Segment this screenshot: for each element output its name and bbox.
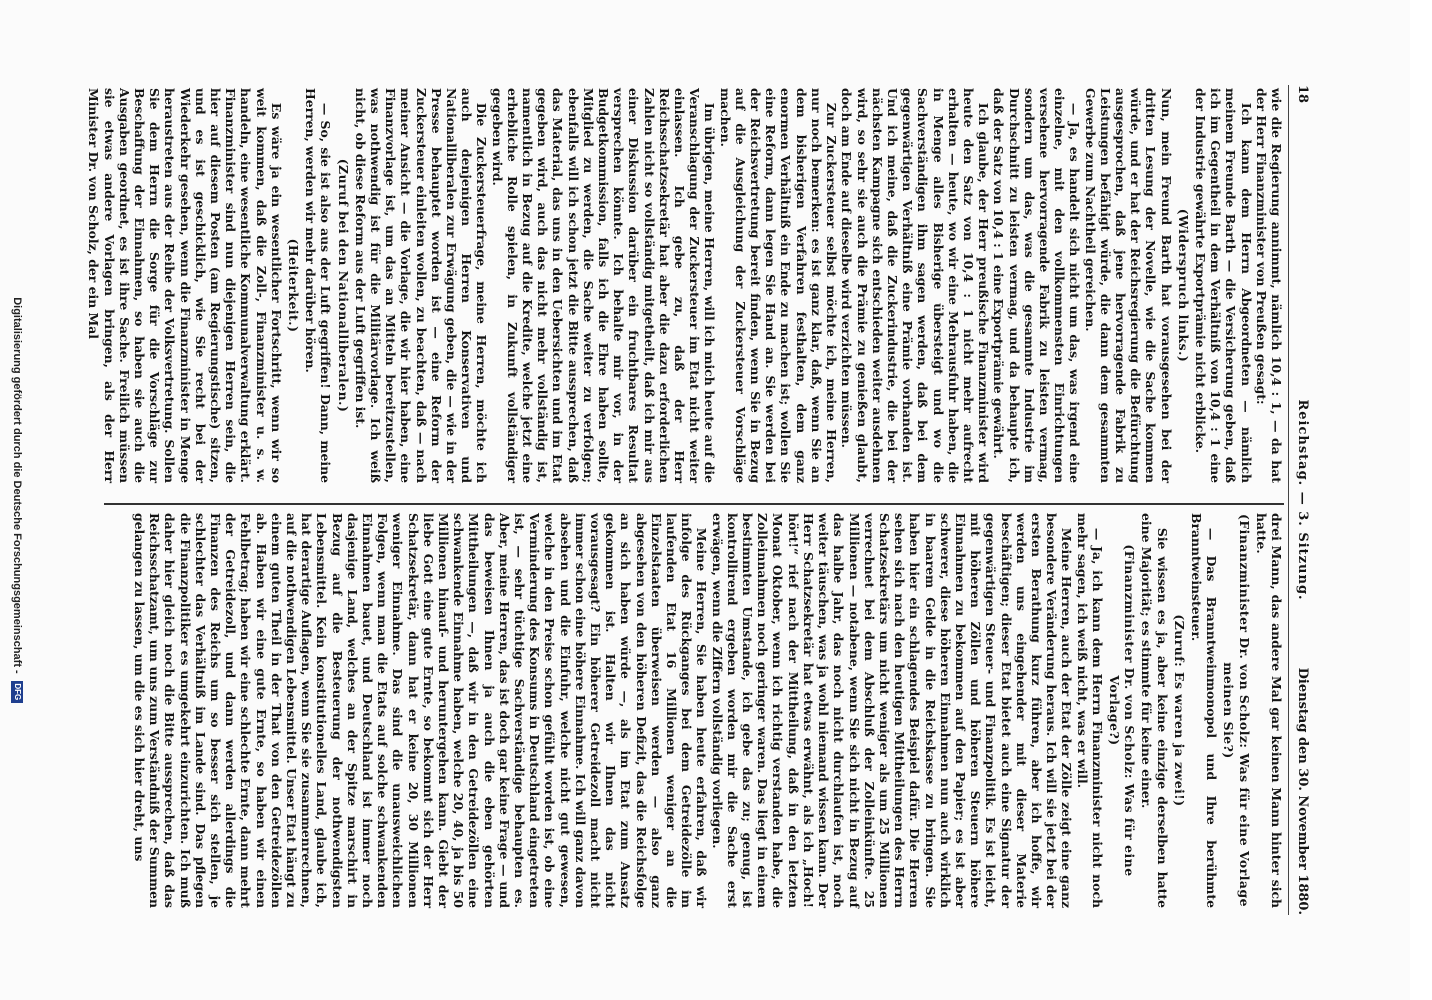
interjection: (Zuruf bei den Nationalliberalen.): [335, 158, 351, 413]
digitization-credit: [6, 0, 28, 1000]
interjection: (Zuruf: Es waren ja zwei!): [1171, 614, 1187, 807]
running-head: [1290, 85, 1314, 915]
paragraph: Ich kann dem Herrn Abgeordneten — nämlich meinem Freunde Barth — die Versicherung geben, daß ich im Gegentheil in dem Verhältniß von 10,4 : 1 eine der Industrie gewährte Exportprämie nicht erblicke.: [1192, 88, 1254, 483]
paragraph: Meine Herren, Sie haben heute erfahren, daß wir infolge des Rückganges bei dem Getreidezölle im laufenden Etat 16 Millionen weniger an die Einzelstaaten überweisen werden — also ganz abgesehen von den höheren Defizit, das die Reichsfolge an sich haben würde —, als im Etat zum Ansatz gekommen ist. Halten wir Ihnen das nicht vorausgesagt? Ein höherer Getreidezoll macht nicht immer schon eine höhere Einnahme. Ich will ganz davon absehen und die Einfuhr, welche nicht gut gewesen, welche in den Preise schon gefühlt worden ist, ob eine Verminderung des Konsums in Deutschland eingetreten ist, — sehr tüchtige Sachverständige behaupten es. Aber, meine Herren, das ist doch gar keine Frage — und das beweisen Ihnen ja auch die eben gehörten Mittheilungen —, daß wir in den Getreidezöllen eine schwankende Einnahme haben, welche 20, 40, ja bis 50 Millionen hinauf- und heruntergehen kann. Giebt der liebe Gott eine gute Ernte, so bekommt sich der Herr Schatzsekretär, dann hat er keine 20, 30 Millionen weniger Einnahme. Das sind die unausweichlichen Folgen, wenn man die Etats auf solche schwankenden Einnahmen bauet, und Deutschland ist immer noch dasjenige Land, welches an der Spitze marschirt in Bezug auf die Besteuerung der nothwendigsten Lebensmittel. Kein konstitutionelles Land, glaube ich, hat derartige Auflagen, wenn Sie sie zusammenrechnen, auf die nothwendigen Lebensmittel. Unser Etat hängt zu einem guten Theil in der That von den Getreidezöllen ab. Haben wir eine gute Ernte, so haben wir einen Fehlbetrag; haben wir eine schlechte Ernte, dann mehrt der Getreidezoll, und dann werden allerdings die Finanzen des Reichs um so besser sich stellen, je schlechter das Verhältniß im Lande sind. Das pflegen die Finanzpolitiker es umgekehrt einzurichten. Ich muß daher hier gleich noch die Bitte aussprechen, daß das Reichsschatzamt, um uns zum Verständniß der Summen gelangen zu lassen, um die es sich hier dreht, uns: [131, 513, 710, 908]
paragraph: — So, sie ist also aus der Luft gegriffen! Dann, meine Herren, werden wir mehr darüber hören.: [303, 88, 334, 483]
paragraph: — Ja, es handelt sich nicht um das, was irgend eine einzelne, mit den vollkommensten Einrichtungen versehene hervorragende Fabrik zu leisten vermag, sondern um das, was die gesammte Industrie im Durchschnitt zu leisten vermag, und da behaupte ich, daß der Satz von 10,4 : 1 eine Exportprämie gewährt.: [991, 88, 1083, 483]
paragraph: Ich glaube, der Herr preußische Finanzminister wird heute den Satz von 10,4 : 1 nicht mehr aufrecht erhalten — heute, wo wir eine Mehrausfuhr haben, die in Menge alles Bisherige übersteigt und wo die Sachverständigen ihm sagen werden, daß bei dem gegenwärtigen Verhältniß eine Prämie vorhanden ist. Und ich meine, daß die Zuckerindustrie, die bei der nächsten Kampagne sich entschieden weiter ausdehnen wird, so sehr sie auch die Prämie zu genießen glaubt, doch am Ende auf dieselbe wird verzichten müssen.: [839, 88, 992, 483]
interjection: (Heiterkeit.): [286, 238, 301, 333]
paragraph: — Ja, ich kann dem Herrn Finanzminister nicht noch mehr sagen, ich weiß nicht, was er will.: [1074, 513, 1105, 908]
paragraph: drei Mann, das andere Mal gar keinen Mann hinter sich hatte.: [1253, 513, 1284, 908]
paragraph: Die Zuckersteuerfrage, meine Herren, möchte ich auch denjenigen Herren Konservativen und Nationalliberalen zur Erwägung geben, die — wie in der Presse behauptet worden ist — eine Reform der Zuckersteuer einleiten wollen, zu beachten, daß — nach meiner Ansicht — die Vorlage, die wir hier haben, eine Finanzvorlage ist, um das an Mitteln bereitzustellen, was nothwendig ist für die Militärvorlage. Ich weiß nicht, ob diese Reform aus der Luft gegriffen ist.: [352, 88, 490, 483]
running-title: Reichstag. — 3. Sitzung.: [1295, 399, 1310, 601]
paragraph: Meine Herren, auch der Etat der Zölle zeigt eine ganz besondere Veränderung heraus. Ich will sie jetzt bei der ersten Berathung kurz führen, aber ich hoffe, wir werden uns eingehender mit dieser Materie beschäftigen; dieser Etat bietet auch eine Signatur der gegenwärtigen Steuer- und Finanzpolitik. Es ist leicht, mit höheren Zöllen und höheren Steuern höhere Einnahmen zu bekommen auf den Papier; es ist aber schwerer, diese höheren Einnahmen nun auch wirklich in baarem Gelde in die Reichskasse zu bringen. Sie haben hier ein schlagendes Beispiel dafür. Die Herren sehen sich nach den heutigen Mittheilungen des Herrn Schatzsekretärs um nicht weniger als um 25 Millionen verrechnet bei dem Abschluß der Zolleinkünfte. 25 Millionen — notabene, wenn Sie sich nicht in Bezug auf das halbe Jahr, das noch nicht durchlaufen ist, noch weiter täuschen, was ja wohl niemand wissen kann. Der Herr Schatzsekretär hat etwas erwähnt, als ich „Hoch! hört!“ rief nach der Mittheilung, daß in den letzten Monat Oktober, wenn ich richtig verstanden habe, die Zolleinnahmen noch geringer waren. Das liegt in einem bestimmten Umstande, ich gebe das zu; genug, ist kontrollirend ergeben worden mir die Sache erst erwägen, wenn die Ziffern vollständig vorliegen.: [709, 513, 1075, 908]
paragraph: Im übrigen, meine Herren, will ich mich heute auf die Veranschlagung der Zuckersteuer im Etat nicht weiter einlassen. Ich gebe zu, daß der Herr Reichsschatzsekretär hat aber die dazu erforderlichen Zahlen nicht so vollständig mitgetheilt, daß ich mir aus einer Diskussion darüber ein fruchtbares Resultat versprechen könnte. Ich behalte mir vor, in der Budgetkommission, falls ich die Ehre haben sollte, Mitglied zu werden, die Sache weiter zu verfolgen; ebenfalls will ich schon jetzt die Bitte aussprechen, daß das Material, das uns in den Uebersichten und im Etat gegeben wird, auch das nicht mehr vollständig ist, namentlich in Bezug auf die Kredite, welche jetzt eine erhebliche Rolle spielen, in Zukunft vollständiger gegeben wird.: [489, 88, 718, 483]
interjection: (Widerspruch links.): [1175, 208, 1191, 363]
dfg-logo: DFG: [11, 681, 23, 703]
page-number: 18: [1295, 85, 1310, 104]
interjection: (Finanzminister Dr. von Scholz: Was für eine Vorlage?): [1106, 544, 1138, 877]
credit-text: Digitalisierung gefördert durch die Deutsche Forschungsgemeinschaft -: [11, 297, 23, 674]
paragraph: Es wäre ja ein wesentlicher Fortschritt, wenn wir so weit kommen, daß die Zoll-, Finanzminister u. s. w. handeln, eine wesentliche Kommunalverwaltung erklärt. Finanzminister sind nun diejenigen Herren sein, die hier auf diesem Posten (am Regierungstische) sitzen, und es ist geschicklich, wie Sie recht bei der Wiederkehr gesehen, wenn die Finanzminister in Menge heraustreten aus der Reihe der Volksvertretung. Sollen Sie dem Herrn die Sorge für die Vorschläge zur Beschaffung der Einnahmen, so haben sie auch die Ausgaben geordnet, es ist ihre Sache. Freilich müssen sie etwas andere Vorlagen bringen, als der Herr Minister Dr. von Scholz, der ein Mal: [86, 88, 284, 483]
session-date: Dienstag den 30. November 1880.: [1295, 667, 1310, 915]
header-rule: [1288, 85, 1289, 915]
interjection: (Finanzminister Dr. von Scholz: Was für eine Vorlage meinen Sie?): [1221, 513, 1252, 908]
column-divider: [104, 503, 1284, 505]
paragraph: Nun, mein Freund Barth hat vorausgesehen bei der dritten Lesung der Novelle, wie die Sache kommen würde, und er hat der Reichsregierung die Befürchtung ausgesprochen, daß jene hervorragende Fabrik zu Leistungen befähigt würde, die dann dem gesammten Gewerbe zum Nachtheil gereichen.: [1082, 88, 1174, 483]
right-column: [104, 513, 1284, 908]
paragraph: Zur Zuckersteuer selbst möchte ich, meine Herren, nur noch bemerken: es ist ganz klar, daß, wenn Sie an dem bisherigen Verfahren festhalten, dem ganz enormen Verhältniß ein Ende zu machen ist; wollen Sie eine Reform, dann legen Sie Hand an. Sie werden bei der Reichsvertretung bereit finden, wenn Sie in Bezug auf die Ausgleichung der Zuckersteuer Vorschläge machen.: [717, 88, 840, 483]
paragraph: Sie wissen es ja, aber keine einzige derselben hatte eine Majorität; es stimmte für keine einer.: [1139, 513, 1170, 908]
left-column: [86, 88, 1284, 483]
paragraph: wie die Regierung annimmt, nämlich 10,4 : 1, — da hat der Herr Finanzminister von Preußen gesagt:: [1253, 88, 1284, 483]
paragraph: — Das Branntweinmonopol und Ihre berühmte Branntweinsteuer.: [1188, 513, 1220, 908]
